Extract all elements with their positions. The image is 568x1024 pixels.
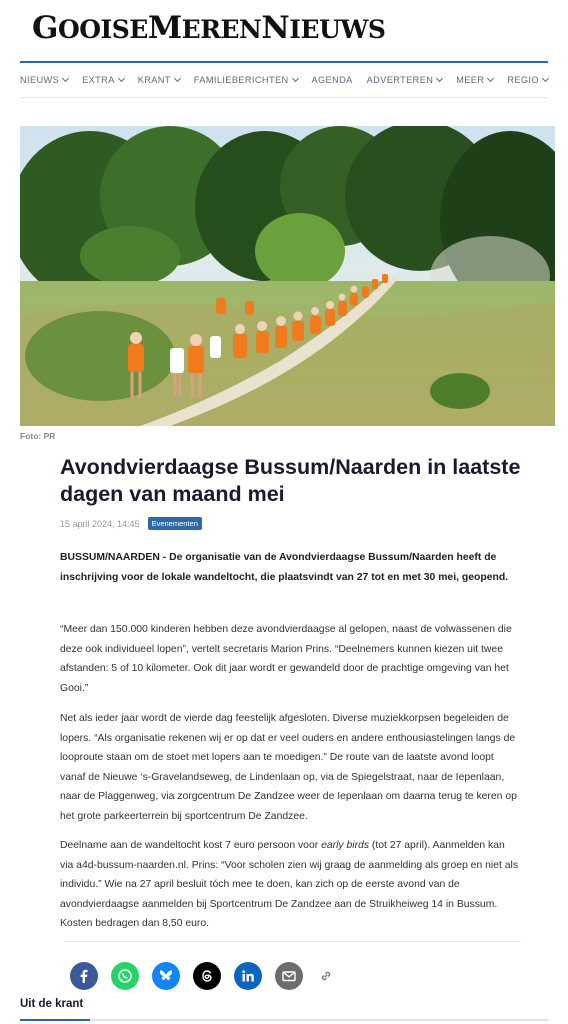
site-logo[interactable] [32, 10, 386, 46]
hero-photo-illustration [20, 126, 555, 426]
chevron-down-icon [118, 75, 125, 82]
nav-top-rule [20, 61, 548, 63]
hero-image [20, 126, 555, 426]
whatsapp-share-button[interactable] [111, 962, 139, 990]
category-badge[interactable]: Evenementen [148, 517, 202, 530]
nav-item-label: ADVERTEREN [366, 75, 434, 85]
nav-item-label: NIEUWS [20, 75, 60, 85]
photo-caption: Foto: PR [20, 431, 56, 441]
threads-share-button[interactable] [193, 962, 221, 990]
chevron-down-icon [62, 75, 69, 82]
nav-item-label: FAMILIEBERICHTEN [193, 75, 289, 85]
nav-item-label: AGENDA [311, 75, 353, 85]
publish-date: 15 april 2024, 14:45 [60, 518, 140, 529]
section-rule [20, 1019, 548, 1021]
article-lead [60, 548, 520, 587]
logo-part: IEUWS [289, 15, 386, 44]
logo-part: M [147, 10, 182, 46]
facebook-icon [77, 969, 91, 983]
bluesky-icon [158, 969, 174, 983]
nav-bottom-rule [20, 97, 548, 98]
paragraph-emphasis: early birds [321, 840, 370, 851]
chevron-down-icon [174, 75, 181, 82]
chevron-down-icon [487, 75, 494, 82]
article-title: Avondvierdaagse Bussum/Naarden in laatste dagen van maand mei [60, 455, 521, 506]
lead-place: BUSSUM/NAARDEN [60, 552, 160, 563]
nav-item-label: KRANT [137, 75, 171, 85]
article-paragraph: Net als ieder jaar wordt de vierde dag feestelijk afgesloten. Diverse muziekkorpsen begeleiden de lopers. “Als organisatie rekenen wij er op dat er veel ouders en andere enthousiastelingen langs de looproute staan om de stoet met lopers aan te moedigen.” De route van de laatste avond loopt vanaf de Nieuwe ‘s-Gravelandseweg, de Lindenlaan op, via de Spiegelstraat, naar de Iepenlaan, naar de Plaggenweg, via zorgcentrum De Zandzee weer de Iepenlaan om daarna terug te keren op het grote parkeerterrein bij sportcentrum De Zandzee. [60, 713, 517, 822]
email-share-button[interactable] [275, 962, 303, 990]
nav-item-adverteren[interactable] [367, 75, 443, 85]
logo-part: G [32, 10, 58, 46]
section-rule-accent [20, 1019, 90, 1021]
linkedin-icon [241, 969, 255, 983]
nav-item-krant[interactable] [138, 75, 180, 85]
link-icon [319, 969, 333, 983]
nav-item-meer[interactable] [456, 75, 493, 85]
paragraph-text: Deelname aan de wandeltocht kost 7 euro persoon voor [60, 840, 322, 851]
copy-link-button[interactable] [316, 966, 336, 986]
nav-item-nieuws[interactable] [20, 75, 68, 85]
nav-item-label: REGIO [507, 75, 539, 85]
article-meta [60, 517, 202, 530]
article-paragraph [60, 836, 520, 934]
whatsapp-icon [117, 968, 133, 984]
chevron-down-icon [436, 75, 443, 82]
paragraph-text: (tot 27 april). Aanmelden kan via a4d-bussum-naarden.nl. Prins: “Voor scholen zien wij graag de aanmelding als groep en niet als individu.” Wie na 27 april besluit tóch mee te doen, kan zich op de eerste avond van de avondvierdaagse aanmelden bij Sportcentrum De Zandzee aan de Struikheiweg 14 in Bussum. Kosten bedragen dan 8,50 euro. [60, 840, 519, 929]
nav-item-label: EXTRA [82, 75, 115, 85]
nav-item-extra[interactable] [82, 75, 124, 85]
nav-item-familieberichten[interactable] [194, 75, 298, 85]
threads-icon [200, 969, 214, 983]
nav-item-regio[interactable] [507, 75, 548, 85]
share-divider [64, 941, 521, 942]
logo-part: N [261, 10, 290, 46]
chevron-down-icon [542, 75, 549, 82]
nav-item-label: MEER [456, 75, 485, 85]
main-nav [20, 70, 548, 90]
facebook-share-button[interactable] [70, 962, 98, 990]
chevron-down-icon [291, 75, 298, 82]
bluesky-share-button[interactable] [152, 962, 180, 990]
lead-text: - De organisatie van de Avondvierdaagse Bussum/Naarden heeft de inschrijving voor de lokale wandeltocht, die plaatsvindt van 27 tot en met 30 mei, geopend. [60, 552, 509, 583]
section-heading: Uit de krant [20, 998, 84, 1010]
logo-part: EREN [181, 15, 262, 44]
logo-part: OOISE [57, 15, 148, 44]
nav-item-agenda[interactable] [311, 75, 352, 85]
article-paragraph: “Meer dan 150.000 kinderen hebben deze avondvierdaagse al gelopen, naast de volwassenen die deze ook individueel lopen”, vertelt secretaris Marion Prins. “Deelnemers kunnen kiezen uit twee afstanden: 5 of 10 kilometer. Ook dit jaar wordt er gewandeld door de prachtige omgeving van het Gooi.” [60, 624, 512, 694]
share-bar [70, 962, 336, 990]
linkedin-share-button[interactable] [234, 962, 262, 990]
email-icon [282, 970, 296, 982]
